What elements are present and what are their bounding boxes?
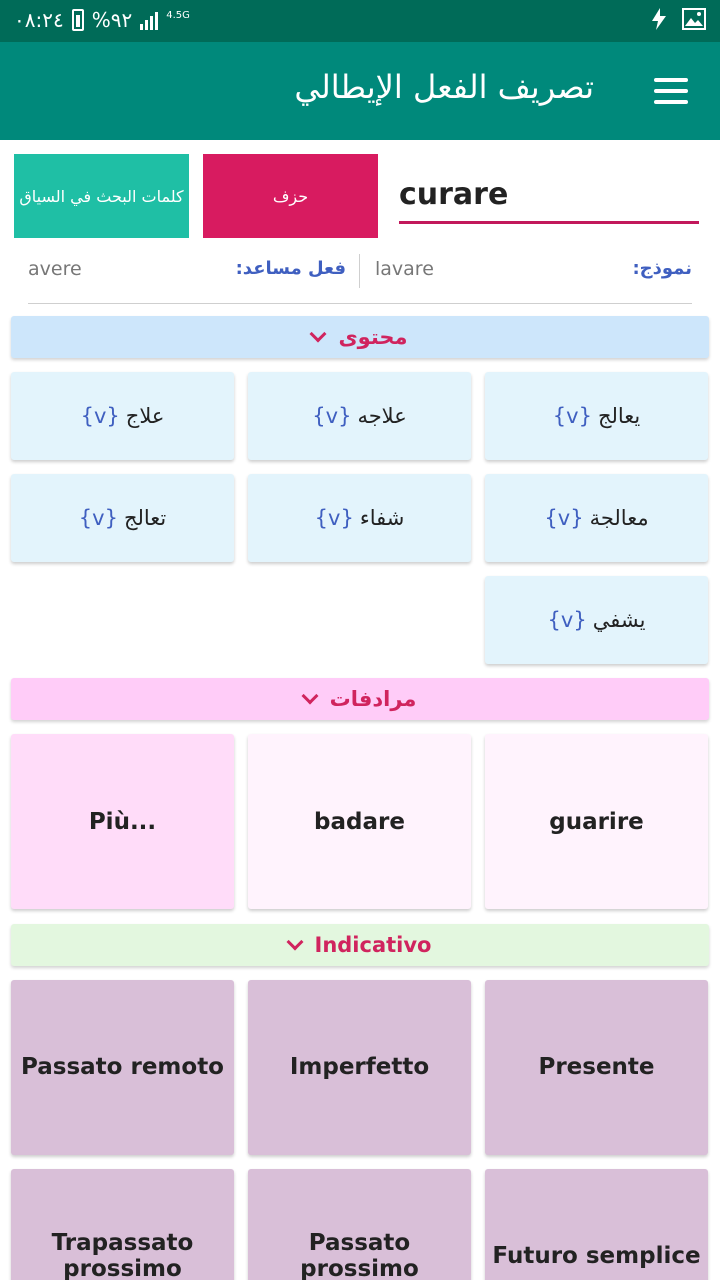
meaning-section-title: محتوى bbox=[338, 325, 408, 349]
verb-tag: {v} bbox=[547, 608, 587, 632]
tense-card-passato-prossimo[interactable]: Passato prossimo bbox=[248, 1169, 471, 1280]
synonyms-section-header[interactable] bbox=[11, 678, 709, 720]
tense-card-presente[interactable]: Presente bbox=[485, 980, 708, 1155]
image-notification-icon bbox=[682, 8, 706, 30]
meaning-word: معالجة bbox=[589, 506, 649, 530]
network-type: 4.5G bbox=[166, 10, 190, 21]
verb-tag: {v} bbox=[314, 506, 354, 530]
signal-icon bbox=[140, 10, 158, 30]
battery-percent: %٩٢ bbox=[91, 8, 133, 32]
chevron-down-icon bbox=[286, 933, 303, 950]
verb-tag: {v} bbox=[78, 506, 118, 530]
tense-card-imperfetto[interactable]: Imperfetto bbox=[248, 980, 471, 1155]
synonym-card[interactable]: guarire bbox=[485, 734, 708, 909]
meaning-word: علاج bbox=[125, 404, 165, 428]
model-value: lavare bbox=[375, 258, 434, 280]
verb-info-row bbox=[28, 250, 692, 304]
meaning-card[interactable] bbox=[485, 576, 708, 664]
app-title: تصريف الفعل الإيطالي bbox=[294, 68, 594, 106]
meaning-card[interactable] bbox=[11, 372, 234, 460]
verb-tag: {v} bbox=[544, 506, 584, 530]
hamburger-menu-icon[interactable] bbox=[654, 78, 688, 104]
status-time: ٠٨:٢٤ bbox=[14, 8, 64, 32]
tense-card-trapassato-prossimo[interactable]: Trapassato prossimo bbox=[11, 1169, 234, 1280]
synonyms-section-title: مرادفات bbox=[329, 687, 417, 711]
app-bar bbox=[0, 42, 720, 140]
meaning-word: يشفي bbox=[592, 608, 646, 632]
status-left bbox=[14, 8, 190, 32]
meaning-word: يعالج bbox=[597, 404, 641, 428]
indicativo-section-title: Indicativo bbox=[314, 933, 432, 957]
tense-card-futuro-semplice[interactable]: Futuro semplice bbox=[485, 1169, 708, 1280]
meaning-card[interactable] bbox=[248, 372, 471, 460]
indicativo-section-header[interactable] bbox=[11, 924, 709, 966]
meaning-word: علاجه bbox=[357, 404, 407, 428]
verb-tag: {v} bbox=[80, 404, 120, 428]
meaning-word: شفاء bbox=[359, 506, 405, 530]
meaning-card[interactable] bbox=[11, 474, 234, 562]
tense-card-passato-remoto[interactable]: Passato remoto bbox=[11, 980, 234, 1155]
status-bar bbox=[0, 0, 720, 42]
model-label: نموذج: bbox=[632, 258, 692, 279]
chevron-down-icon bbox=[301, 687, 318, 704]
meaning-card[interactable] bbox=[248, 474, 471, 562]
info-divider bbox=[359, 254, 360, 288]
meaning-section-header[interactable] bbox=[11, 316, 709, 358]
aux-label: فعل مساعد: bbox=[235, 258, 346, 279]
status-right bbox=[652, 8, 706, 30]
chevron-down-icon bbox=[310, 325, 327, 342]
synonym-card[interactable]: badare bbox=[248, 734, 471, 909]
verb-input[interactable] bbox=[399, 176, 699, 224]
battery-icon bbox=[72, 9, 84, 31]
meaning-card[interactable] bbox=[485, 474, 708, 562]
verb-tag: {v} bbox=[552, 404, 592, 428]
meaning-word: تعالج bbox=[123, 506, 167, 530]
more-synonyms-button[interactable]: Più... bbox=[11, 734, 234, 909]
context-search-button[interactable]: كلمات البحث في السياق bbox=[14, 154, 189, 238]
verb-tag: {v} bbox=[312, 404, 352, 428]
delete-button[interactable]: حزف bbox=[203, 154, 378, 238]
aux-value: avere bbox=[28, 258, 82, 280]
charging-bolt-icon bbox=[652, 8, 666, 30]
meaning-card[interactable] bbox=[485, 372, 708, 460]
